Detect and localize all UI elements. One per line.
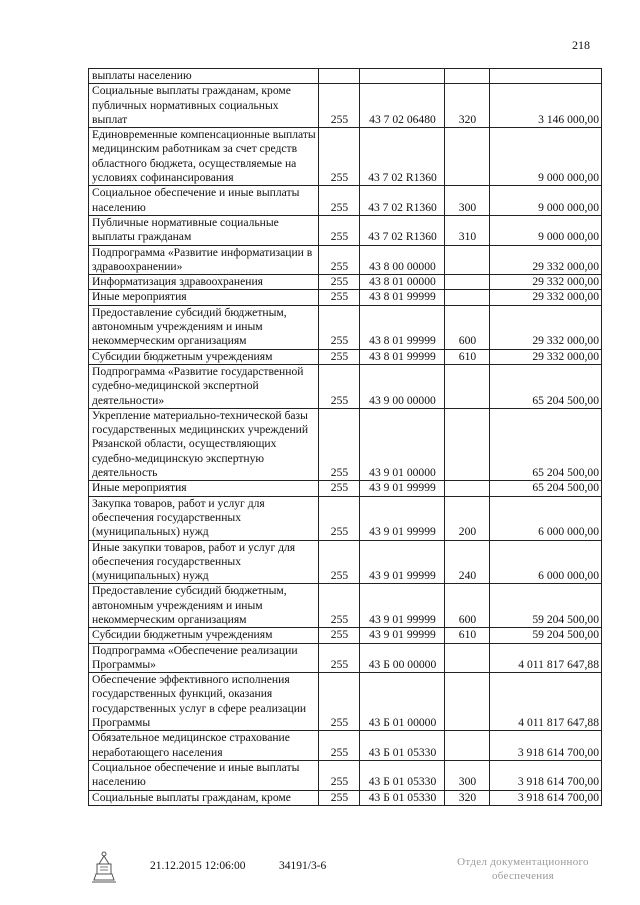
cell-sum: 29 332 000,00	[490, 290, 602, 305]
cell-ved: 255	[319, 128, 360, 186]
cell-csr: 43 9 01 00000	[360, 408, 445, 480]
table-row	[89, 349, 602, 364]
cell-csr: 43 Б 01 05330	[360, 790, 445, 805]
cell-name: Единовременные компенсационные выплаты медицинским работникам за счет средств областного бюджета, осуществляемые на условиях софинансирования	[89, 128, 319, 186]
cell-sum: 29 332 000,00	[490, 305, 602, 349]
cell-sum: 59 204 500,00	[490, 584, 602, 628]
cell-name: Подпрограмма «Развитие государственной судебно-медицинской экспертной деятельности»	[89, 364, 319, 408]
cell-ved: 255	[319, 628, 360, 643]
cell-ved: 255	[319, 275, 360, 290]
footer-datetime: 21.12.2015 12:06:00	[150, 860, 246, 872]
cell-vr: 200	[445, 496, 490, 540]
cell-ved: 255	[319, 643, 360, 673]
cell-vr: 600	[445, 305, 490, 349]
cell-ved	[319, 69, 360, 84]
cell-sum: 9 000 000,00	[490, 215, 602, 245]
cell-vr: 600	[445, 584, 490, 628]
cell-ved: 255	[319, 540, 360, 584]
cell-vr	[445, 69, 490, 84]
cell-sum: 4 011 817 647,88	[490, 673, 602, 731]
cell-name: Субсидии бюджетным учреждениям	[89, 628, 319, 643]
budget-table	[88, 68, 602, 806]
cell-name: Предоставление субсидий бюджетным, автономным учреждениям и иным некоммерческим организациям	[89, 305, 319, 349]
cell-name: Предоставление субсидий бюджетным, автономным учреждениям и иным некоммерческим организациям	[89, 584, 319, 628]
cell-ved: 255	[319, 760, 360, 790]
cell-sum: 65 204 500,00	[490, 408, 602, 480]
cell-vr: 610	[445, 628, 490, 643]
table-row	[89, 305, 602, 349]
cell-vr	[445, 364, 490, 408]
cell-vr: 610	[445, 349, 490, 364]
cell-name: Социальные выплаты гражданам, кроме	[89, 790, 319, 805]
cell-vr: 320	[445, 84, 490, 128]
table-row	[89, 84, 602, 128]
cell-vr	[445, 275, 490, 290]
cell-csr: 43 8 01 99999	[360, 290, 445, 305]
cell-name: Публичные нормативные социальные выплаты гражданам	[89, 215, 319, 245]
cell-sum: 29 332 000,00	[490, 245, 602, 275]
cell-vr: 240	[445, 540, 490, 584]
cell-name: Социальное обеспечение и иные выплаты населению	[89, 760, 319, 790]
cell-sum: 9 000 000,00	[490, 128, 602, 186]
cell-csr: 43 Б 01 00000	[360, 673, 445, 731]
cell-csr: 43 9 01 99999	[360, 540, 445, 584]
cell-vr	[445, 128, 490, 186]
cell-vr: 310	[445, 215, 490, 245]
cell-csr: 43 9 00 00000	[360, 364, 445, 408]
cell-name: Социальные выплаты гражданам, кроме публичных нормативных социальных выплат	[89, 84, 319, 128]
table-row	[89, 408, 602, 480]
table-row	[89, 364, 602, 408]
cell-name: Обеспечение эффективного исполнения государственных функций, оказания государственных услуг в сфере реализации Программы	[89, 673, 319, 731]
cell-name: Подпрограмма «Развитие информатизации в здравоохранении»	[89, 245, 319, 275]
footer-document-number: 34191/3-6	[279, 860, 327, 872]
cell-name: Субсидии бюджетным учреждениям	[89, 349, 319, 364]
cell-csr: 43 9 01 99999	[360, 496, 445, 540]
table-row	[89, 673, 602, 731]
cell-sum	[490, 69, 602, 84]
table-row	[89, 290, 602, 305]
cell-name: Укрепление материально-технической базы государственных медицинских учреждений Рязанской области, осуществляющих судебно-медицинскую экспертную деятельность	[89, 408, 319, 480]
cell-ved: 255	[319, 790, 360, 805]
cell-csr: 43 Б 01 05330	[360, 731, 445, 761]
table-row	[89, 628, 602, 643]
cell-ved: 255	[319, 349, 360, 364]
cell-vr	[445, 481, 490, 496]
cell-csr	[360, 69, 445, 84]
cell-name: выплаты населению	[89, 69, 319, 84]
cell-name: Информатизация здравоохранения	[89, 275, 319, 290]
cell-ved: 255	[319, 496, 360, 540]
cell-csr: 43 8 01 00000	[360, 275, 445, 290]
cell-csr: 43 8 01 99999	[360, 305, 445, 349]
table-row	[89, 481, 602, 496]
cell-name: Социальное обеспечение и иные выплаты населению	[89, 186, 319, 216]
cell-sum: 65 204 500,00	[490, 481, 602, 496]
cell-ved: 255	[319, 408, 360, 480]
table-row	[89, 731, 602, 761]
cell-csr: 43 8 01 99999	[360, 349, 445, 364]
table-row	[89, 540, 602, 584]
cell-ved: 255	[319, 364, 360, 408]
cell-vr	[445, 731, 490, 761]
cell-csr: 43 7 02 R1360	[360, 128, 445, 186]
cell-sum: 65 204 500,00	[490, 364, 602, 408]
cell-ved: 255	[319, 481, 360, 496]
cell-vr	[445, 245, 490, 275]
cell-ved: 255	[319, 245, 360, 275]
cell-csr: 43 7 02 R1360	[360, 186, 445, 216]
cell-sum: 3 146 000,00	[490, 84, 602, 128]
page-number: 218	[572, 38, 590, 52]
cell-csr: 43 9 01 99999	[360, 584, 445, 628]
cell-ved: 255	[319, 186, 360, 216]
cell-vr	[445, 408, 490, 480]
cell-sum: 6 000 000,00	[490, 540, 602, 584]
cell-sum: 6 000 000,00	[490, 496, 602, 540]
cell-ved: 255	[319, 84, 360, 128]
stamp-line-2: обеспечения	[491, 870, 555, 882]
table-row	[89, 760, 602, 790]
department-stamp	[448, 855, 598, 883]
table-row	[89, 215, 602, 245]
cell-vr	[445, 673, 490, 731]
cell-sum: 4 011 817 647,88	[490, 643, 602, 673]
cell-ved: 255	[319, 584, 360, 628]
cell-csr: 43 7 02 R1360	[360, 215, 445, 245]
cell-ved: 255	[319, 673, 360, 731]
cell-name: Подпрограмма «Обеспечение реализации Программы»	[89, 643, 319, 673]
cell-sum: 29 332 000,00	[490, 349, 602, 364]
table-row	[89, 128, 602, 186]
cell-name: Закупка товаров, работ и услуг для обеспечения государственных (муниципальных) нужд	[89, 496, 319, 540]
cell-ved: 255	[319, 215, 360, 245]
cell-sum: 29 332 000,00	[490, 275, 602, 290]
cell-ved: 255	[319, 305, 360, 349]
cell-name: Обязательное медицинское страхование неработающего населения	[89, 731, 319, 761]
cell-vr: 300	[445, 760, 490, 790]
cell-csr: 43 9 01 99999	[360, 481, 445, 496]
table-row	[89, 275, 602, 290]
budget-table-body	[89, 69, 602, 806]
cell-csr: 43 9 01 99999	[360, 628, 445, 643]
cell-sum: 3 918 614 700,00	[490, 790, 602, 805]
table-row	[89, 496, 602, 540]
cell-vr: 320	[445, 790, 490, 805]
cell-name: Иные закупки товаров, работ и услуг для обеспечения государственных (муниципальных) нужд	[89, 540, 319, 584]
table-row	[89, 245, 602, 275]
cell-name: Иные мероприятия	[89, 290, 319, 305]
cell-csr: 43 7 02 06480	[360, 84, 445, 128]
table-row	[89, 643, 602, 673]
cell-vr	[445, 290, 490, 305]
cell-vr: 300	[445, 186, 490, 216]
table-row	[89, 790, 602, 805]
cell-sum: 9 000 000,00	[490, 186, 602, 216]
coat-of-arms-icon	[90, 848, 118, 884]
cell-name: Иные мероприятия	[89, 481, 319, 496]
cell-sum: 59 204 500,00	[490, 628, 602, 643]
table-row	[89, 584, 602, 628]
table-row	[89, 186, 602, 216]
cell-ved: 255	[319, 731, 360, 761]
table-row	[89, 69, 602, 84]
cell-sum: 3 918 614 700,00	[490, 760, 602, 790]
cell-csr: 43 8 00 00000	[360, 245, 445, 275]
cell-csr: 43 Б 01 05330	[360, 760, 445, 790]
cell-ved: 255	[319, 290, 360, 305]
cell-sum: 3 918 614 700,00	[490, 731, 602, 761]
stamp-line-1: Отдел документационного	[457, 856, 589, 868]
cell-vr	[445, 643, 490, 673]
cell-csr: 43 Б 00 00000	[360, 643, 445, 673]
